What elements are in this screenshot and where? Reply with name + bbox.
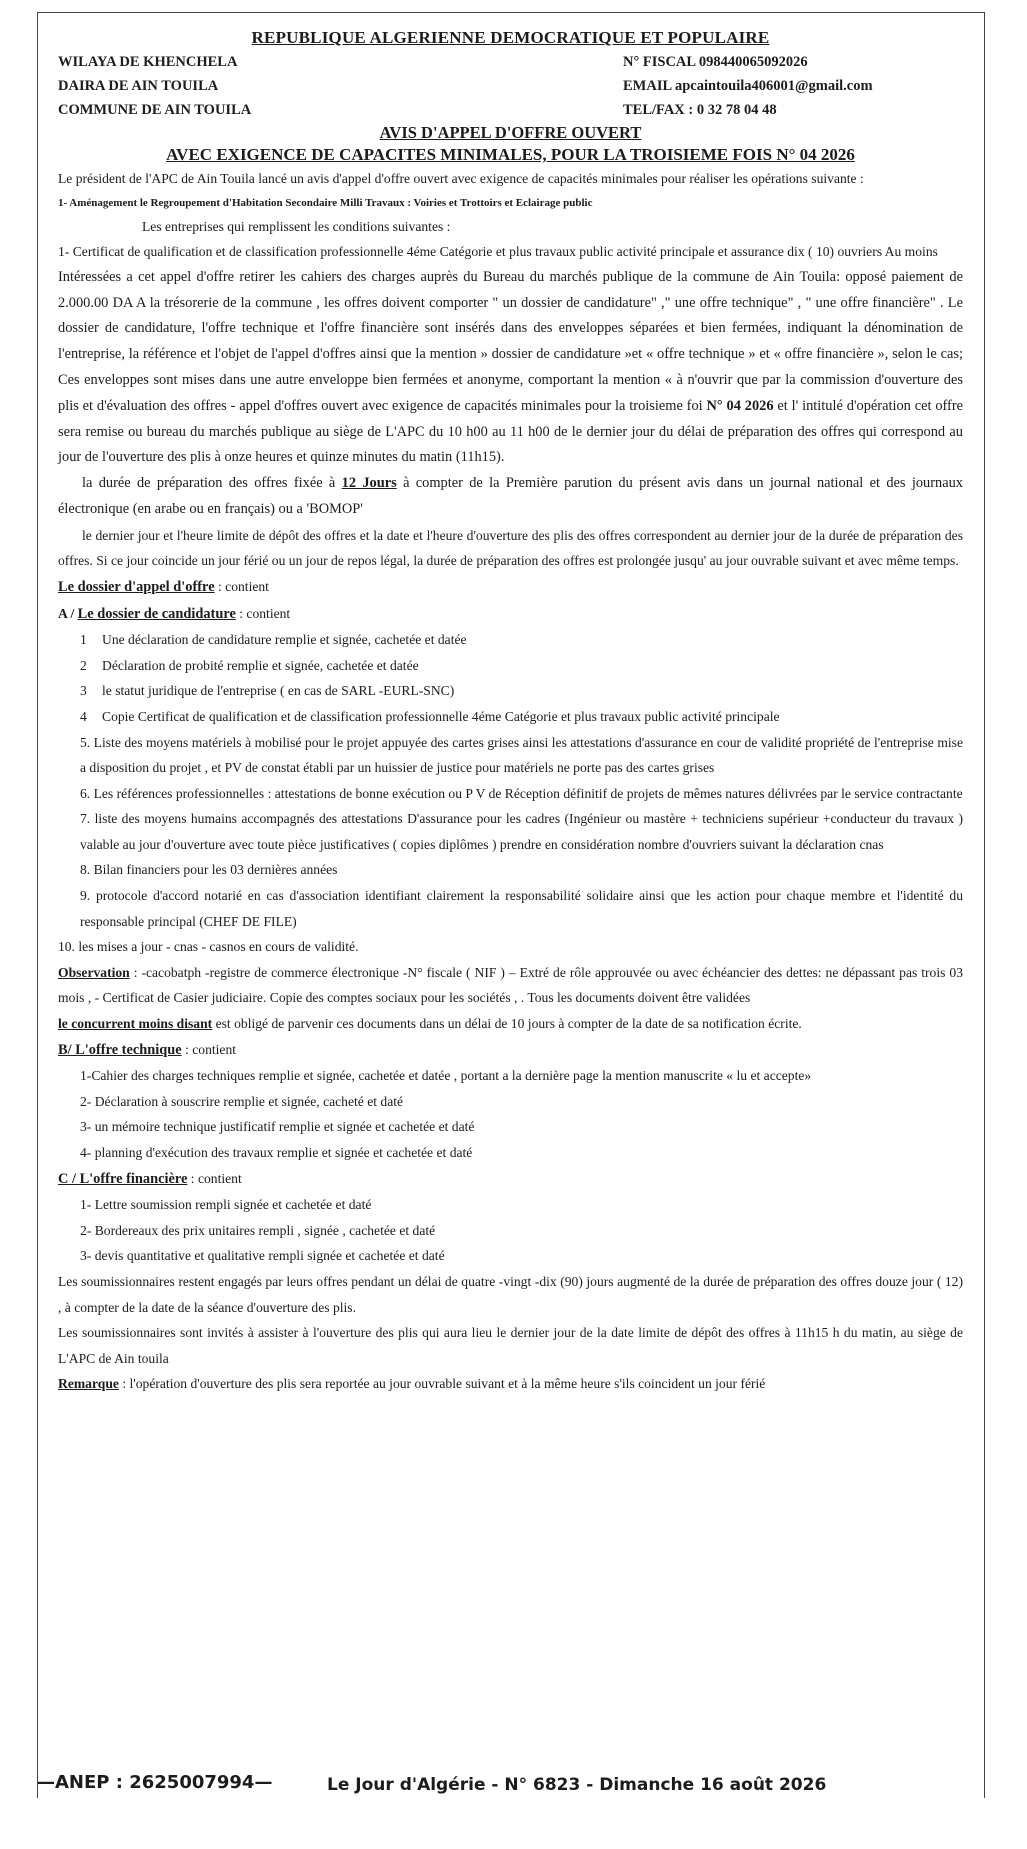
list-item: 1 Une déclaration de candidature remplie et signée, cachetée et datée <box>80 632 467 648</box>
wilaya-line: WILAYA DE KHENCHELA <box>58 54 238 70</box>
remarque-label: Remarque <box>58 1376 119 1392</box>
republic-heading: REPUBLIQUE ALGERIENNE DEMOCRATIQUE ET POPULAIRE <box>251 28 770 47</box>
candidature-heading: A / Le dossier de candidature : contient <box>58 605 291 622</box>
list-item: 3- devis quantitative et qualitative rempli signée et cachetée et daté <box>80 1248 445 1264</box>
body-paragraph-2: la durée de préparation des offres fixée à 12 Jours à compter de la Première parution du présent avis dans un journal national et des journaux électronique (en arabe ou en français) ou a 'BOMOP' <box>58 475 963 517</box>
list-item: 4 Copie Certificat de qualification et de classification professionnelle 4éme Catégorie et plus travaux public activité principale <box>80 708 780 724</box>
technical-offer-list <box>58 1063 963 1165</box>
journal-line: Le Jour d'Algérie - N° 6823 - Dimanche 16 août 2026 <box>327 1775 827 1795</box>
candidature-item-9: 9. protocole d'accord notarié en cas d'association identifiant clairement la responsabilité solidaire ainsi que les action pour chaque membre et l'identité du responsable principal (CHEF DE FILE) <box>80 888 963 929</box>
tender-reference: N° 04 2026 <box>706 397 774 414</box>
technical-offer-heading: B/ L'offre technique : contient <box>58 1041 237 1058</box>
daira-line: DAIRA DE AIN TOUILA <box>58 78 219 94</box>
financial-offer-list <box>58 1192 963 1269</box>
body-paragraph-1: Intéressées a cet appel d'offre retirer les cahiers des charges auprès du Bureau du marchés publique de la commune de Ain Touila: opposé paiement de 2.000.00 DA A la trésorerie de la commune , les offres doivent comporter " un dossier de candidature" ," une offre technique" , " une offre financière" . Le dossier de candidature, l'offre technique et l'offre financière sont insérés dans des enveloppes séparées et bien fermées, indiquant la dénomination de l'entreprise, la référence et l'objet de l'appel d'offres ainsi que la mention » dossier de candidature »et « offre technique » et « offre financière », selon le cas; Ces enveloppes sont mises dans une autre enveloppe bien fermées et anonyme, comportant la mention « à n'ouvrir que par la commission d'ouverture des plis et d'évaluation des offres - appel d'offres ouvert avec exigence de capacités minimales pour la troisieme foi N° 04 2026 et l' intitulé d'opération cet offre sera remise ou bureau du marchés publique au siège de L'APC du 10 h00 au 11 h00 de le dernier jour du délai de préparation des offres qui correspond au jour de l'ouverture des plis à onze heures et quinze minutes du matin (11h15). <box>58 268 964 466</box>
commune-line: COMMUNE DE AIN TOUILA <box>58 102 252 118</box>
candidature-item-7: 7. liste des moyens humains accompagnés des attestations D'assurance pour les cadres (Ingénieur ou mastère + techniciens supérieur +conducteur du travaux ) valable au jour d'ouverture avec toute pièce justificatives ( copies diplômes ) prendre en considération nombre d'ouvriers suivant la déclaration cnas <box>80 811 963 852</box>
notice-title: AVIS D'APPEL D'OFFRE OUVERT <box>379 123 642 142</box>
candidature-item-10: 10. les mises a jour - cnas - casnos en cours de validité. <box>58 939 359 955</box>
list-item: 1- Lettre soumission rempli signée et cachetée et daté <box>80 1197 372 1213</box>
candidature-item-6: 6. Les références professionnelles : attestations de bonne exécution ou P V de Réception définitif de projets de mêmes natures délivrées par le service contractante <box>80 785 963 801</box>
dossier-heading: Le dossier d'appel d'offre : contient <box>58 578 269 595</box>
anep-reference: —ANEP : 2625007994— <box>37 1772 273 1793</box>
list-item: 1-Cahier des charges techniques remplie et signée, cachetée et datée , portant a la dernière page la mention manuscrite « lu et accepte» <box>80 1068 812 1084</box>
contact-block <box>623 50 963 122</box>
notice-subtitle: AVEC EXIGENCE DE CAPACITES MINIMALES, POUR LA TROISIEME FOIS N° 04 2026 <box>166 145 855 164</box>
list-item: 2 Déclaration de probité remplie et signée, cachetée et datée <box>80 657 419 673</box>
intro-paragraph: Le président de l'APC de Ain Touila lancé un avis d'appel d'offre ouvert avec exigence de capacités minimales pour réaliser les opérations suivante : <box>58 171 864 186</box>
moins-disant-label: le concurrent moins disant <box>58 1016 213 1032</box>
condition-1: 1- Certificat de qualification et de classification professionnelle 4éme Catégorie et plus travaux public activité principale et assurance dix ( 10) ouvriers Au moins <box>58 244 938 260</box>
observation-paragraph: Observation : -cacobatph -registre de commerce électronique -N° fiscale ( NIF ) – Extré de rôle approuvée ou avec échéancier des dettes: ne dépassant pas trois 03 mois , - Certificat de Casier judiciaire. Copie des comptes sociaux pour les sociétés , . Tous les documents doivent être validées <box>58 964 963 1006</box>
list-item: 3 le statut juridique de l'entreprise ( en cas de SARL -EURL-SNC) <box>80 683 455 699</box>
list-item: 2- Bordereaux des prix unitaires rempli , signée , cachetée et daté <box>80 1222 436 1238</box>
list-item: 4- planning d'exécution des travaux remplie et signée et cachetée et daté <box>80 1145 473 1160</box>
preparation-days: 12 Jours <box>341 475 397 492</box>
email-line: EMAIL apcaintouila406001@gmail.com <box>623 78 873 94</box>
validity-paragraph: Les soumissionnaires restent engagés par leurs offres pendant un délai de quatre -vingt -dix (90) jours augmenté de la durée de préparation des offres douze jour ( 12) , à compter de la date de la séance d'ouverture des plis. <box>58 1273 963 1315</box>
observation-label: Observation <box>58 964 130 980</box>
header-block <box>58 50 963 122</box>
body-paragraph-3: le dernier jour et l'heure limite de dépôt des offres et la date et l'heure d'ouverture des plis des offres correspondent au dernier jour de la durée de préparation des offres. Si ce jour coincide un jour férié ou un jour de repos légal, la durée de préparation des offres est prolongée jusqu' au jour ouvrable suivant et avec même temps. <box>58 527 963 569</box>
tender-notice <box>58 22 963 1397</box>
candidature-list <box>58 627 963 729</box>
administration-block <box>58 50 558 122</box>
candidature-item-5: 5. Liste des moyens matériels à mobilisé pour le projet appuyée des cartes grises ainsi les attestations d'assurance en cour de validité propriété de l'entreprise mise a disposition du projet , et PV de constat établi par un huissier de justice pour matériels ne porte pas des cartes grises <box>80 734 963 776</box>
candidature-item-8: 8. Bilan financiers pour les 03 dernières années <box>80 862 338 878</box>
footer <box>37 1772 983 1812</box>
conditions-intro: Les entreprises qui remplissent les conditions suivantes : <box>142 218 451 234</box>
remarque-paragraph: Remarque : l'opération d'ouverture des plis sera reportée au jour ouvrable suivant et à la même heure s'ils coincident un jour férié <box>58 1376 766 1392</box>
financial-offer-heading: C / L'offre financière : contient <box>58 1170 242 1187</box>
list-item: 3- un mémoire technique justificatif remplie et signée et cachetée et daté <box>80 1119 475 1135</box>
telfax-line: TEL/FAX : 0 32 78 04 48 <box>623 102 777 118</box>
opening-paragraph: Les soumissionnaires sont invités à assister à l'ouverture des plis qui aura lieu le dernier jour de la date limite de dépôt des offres à 11h15 h du matin, au siège de L'APC de Ain touila <box>58 1325 963 1366</box>
moins-disant-paragraph: le concurrent moins disant est obligé de parvenir ces documents dans un délai de 10 jours à compter de la date de sa notification écrite. <box>58 1016 802 1032</box>
list-item: 2- Déclaration à souscrire remplie et signée, cacheté et daté <box>80 1093 404 1109</box>
fiscal-number: N° FISCAL 098440065092026 <box>623 54 808 70</box>
operation-line: 1- Aménagement le Regroupement d'Habitation Secondaire Milli Travaux : Voiries et Trottoirs et Eclairage public <box>58 196 593 209</box>
